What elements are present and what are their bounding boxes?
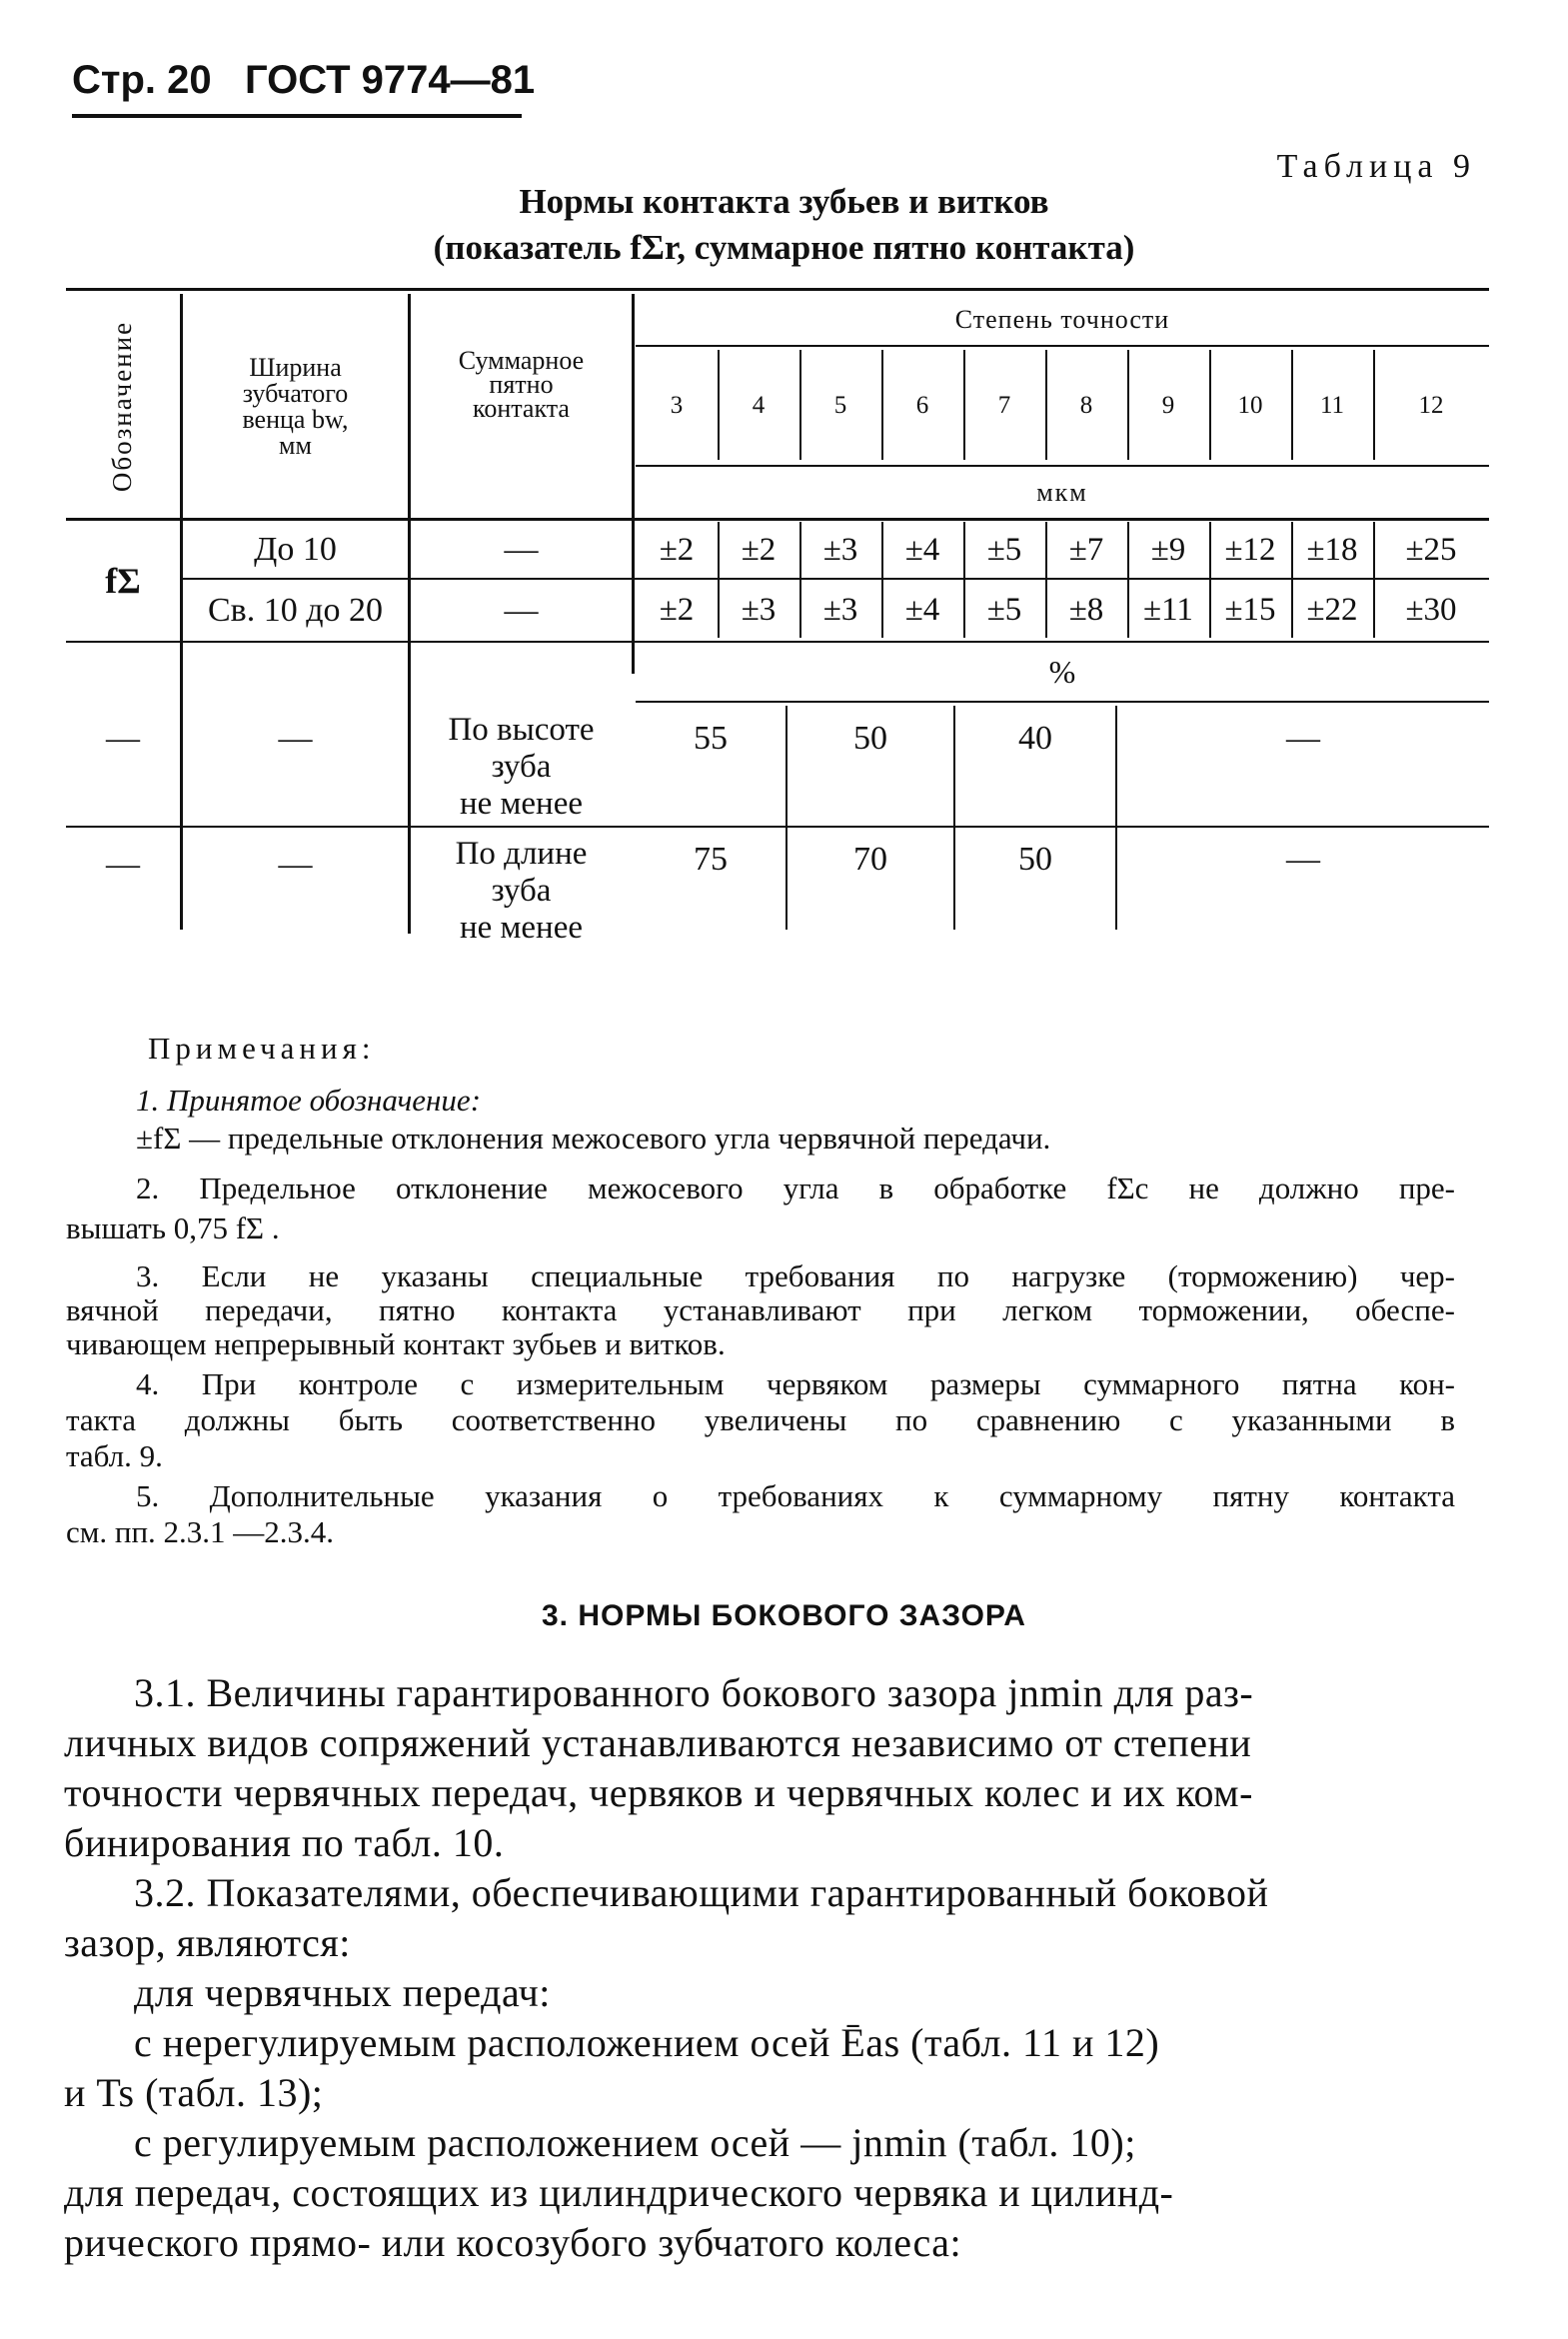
table-label: Таблица 9 (1276, 148, 1476, 185)
f-sigma-symbol: fΣ (105, 561, 141, 601)
grade-header: 5 (833, 392, 847, 419)
designation-header-cell (66, 294, 180, 518)
spot-header-line: пятно (489, 370, 554, 399)
body-line: зазор, являются: (64, 1920, 351, 1965)
row3-spot-line: зуба (491, 748, 552, 785)
spot-header-line: контакта (473, 394, 570, 423)
spot-header (411, 335, 632, 435)
row-rule (636, 465, 1489, 467)
grade-header: 6 (915, 392, 929, 419)
row3-spot-line: не менее (459, 785, 584, 822)
body-line: для червячных передач: (134, 1970, 551, 2015)
row-rule (636, 345, 1489, 347)
note-line: 2. Предельное отклонение межосевого угла в обработке fΣc не должно пре- (136, 1170, 1455, 1205)
tolerance-value: ±11 (1143, 592, 1193, 628)
row1-spot: — (504, 531, 539, 568)
grade-header: 7 (997, 392, 1011, 419)
grade-header: 11 (1319, 392, 1345, 419)
row3-spot (411, 708, 632, 826)
note-line: вячной передачи, пятно контакта устанавливают при легком торможении, обеспе- (66, 1292, 1455, 1327)
row1-width: До 10 (254, 531, 337, 568)
body-line: 3.1. Величины гарантированного бокового зазора jnmin для раз- (134, 1670, 1254, 1715)
row3-width: — (278, 720, 313, 757)
tolerance-value: ±25 (1405, 531, 1457, 568)
note-line: ±fΣ — предельные отклонения межосевого угла червячной передачи. (136, 1121, 1051, 1156)
tolerance-value: ±9 (1150, 531, 1186, 568)
row3-value: — (1286, 720, 1320, 757)
accuracy-header: Степень точности (954, 305, 1170, 334)
grade-header: 12 (1418, 392, 1444, 419)
notes-heading: Примечания: (148, 1031, 376, 1066)
header-rule (72, 114, 522, 118)
note-line: чивающем непрерывный контакт зубьев и витков. (66, 1326, 726, 1361)
grade-header: 9 (1161, 392, 1175, 419)
body-line: 3.2. Показателями, обеспечивающими гарантированный боковой (134, 1870, 1269, 1915)
row4-spot-line: По длине (455, 835, 588, 872)
row-rule (66, 641, 1489, 643)
row3-value: 55 (694, 720, 728, 757)
row4-spot (411, 832, 632, 950)
tolerance-value: ±15 (1224, 592, 1276, 628)
table-top-rule (66, 288, 1489, 291)
row4-spot-line: зуба (491, 872, 552, 909)
tolerance-value: ±3 (822, 531, 858, 568)
note-line: табл. 9. (66, 1438, 163, 1473)
row-rule (66, 826, 1489, 828)
body-line: личных видов сопряжений устанавливаются независимо от степени (64, 1720, 1252, 1765)
standard-number: ГОСТ 9774—81 (244, 58, 536, 102)
note-line: такта должны быть соответственно увеличены по сравнению с указанными в (66, 1402, 1455, 1437)
tolerance-value: ±8 (1068, 592, 1104, 628)
row4-value: 50 (1018, 841, 1052, 878)
col-rule (632, 294, 635, 674)
tolerance-value: ±30 (1405, 592, 1457, 628)
tolerance-value: ±3 (822, 592, 858, 628)
width-header-line: Ширина (249, 353, 342, 382)
note-line: 1. Принятое обозначение: (136, 1083, 482, 1118)
grade-header: 8 (1079, 392, 1093, 419)
page-number: Стр. 20 (72, 58, 212, 102)
row-rule (66, 518, 1489, 521)
grade-header: 3 (670, 392, 684, 419)
body-line: рического прямо- или косозубого зубчатого колеса: (64, 2220, 962, 2265)
tolerance-value: ±2 (659, 531, 695, 568)
row4-value: 75 (694, 841, 728, 878)
unit-mkm: мкм (1036, 478, 1088, 507)
row-rule (636, 701, 1489, 703)
grade-header: 10 (1237, 392, 1263, 419)
row2-spot: — (504, 591, 539, 629)
note-line: 3. Если не указаны специальные требования по нагрузке (торможению) чер- (136, 1258, 1455, 1293)
tolerance-value: ±18 (1306, 531, 1358, 568)
tolerance-value: ±12 (1224, 531, 1276, 568)
spot-header-line: Суммарное (458, 346, 585, 375)
width-header-line: мм (279, 431, 312, 460)
grade-header: 4 (752, 392, 766, 419)
tolerance-value: ±4 (904, 531, 940, 568)
unit-percent: % (1048, 654, 1076, 690)
note-line: 4. При контроле с измерительным червяком размеры суммарного пятна кон- (136, 1366, 1455, 1401)
table-title: Нормы контакта зубьев и витков (519, 182, 1049, 221)
body-line: для передач, состоящих из цилиндрического червяка и цилинд- (64, 2170, 1174, 2215)
tolerance-value: ±4 (904, 592, 940, 628)
body-line: с регулируемым расположением осей — jnmin (табл. 10); (134, 2120, 1136, 2165)
body-line: точности червячных передач, червяков и червячных колес и их ком- (64, 1770, 1253, 1815)
tolerance-value: ±3 (741, 592, 777, 628)
width-header-line: зубчатого (242, 379, 349, 408)
tolerance-value: ±2 (741, 531, 777, 568)
row4-value: 70 (853, 841, 887, 878)
section-title: 3. НОРМЫ БОКОВОГО ЗАЗОРА (542, 1599, 1026, 1632)
row4-value: — (1286, 841, 1320, 878)
row3-spot-line: По высоте (448, 711, 595, 748)
row3-designation: — (106, 720, 140, 757)
designation-header: Обозначение (107, 320, 138, 492)
row2-width: Св. 10 до 20 (207, 591, 384, 629)
width-header-line: венца bw, (242, 405, 349, 434)
body-line: с нерегулируемым расположением осей Ēas (табл. 11 и 12) (134, 2020, 1160, 2065)
body-line: и Ts (табл. 13); (64, 2070, 324, 2115)
tolerance-value: ±7 (1068, 531, 1104, 568)
note-line: вышать 0,75 fΣ . (66, 1210, 280, 1245)
body-line: бинирования по табл. 10. (64, 1820, 505, 1865)
width-header (183, 332, 408, 482)
table-subtitle: (показатель fΣr, суммарное пятно контакта) (433, 228, 1135, 267)
row4-spot-line: не менее (459, 909, 584, 946)
row3-value: 40 (1018, 720, 1052, 757)
note-line: см. пп. 2.3.1 —2.3.4. (66, 1514, 335, 1549)
tolerance-value: ±22 (1306, 592, 1358, 628)
row4-designation: — (106, 846, 140, 883)
tolerance-value: ±5 (986, 531, 1022, 568)
page-header (72, 58, 535, 103)
tolerance-value: ±5 (986, 592, 1022, 628)
contact-norms-table (66, 280, 1489, 960)
tolerance-value: ±2 (659, 592, 695, 628)
row4-width: — (278, 846, 313, 883)
note-line: 5. Дополнительные указания о требованиях к суммарному пятну контакта (136, 1478, 1455, 1513)
row3-value: 50 (853, 720, 887, 757)
